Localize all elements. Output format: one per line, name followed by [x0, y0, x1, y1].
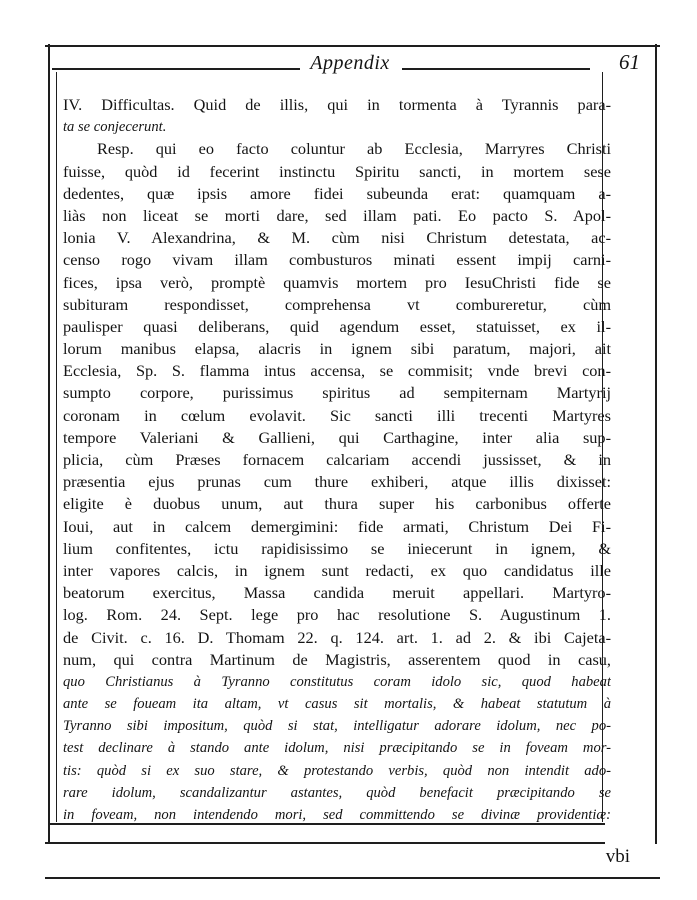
text-line: plicia, cùm Præses fornacem calcariam accendi jussisset, & in: [63, 450, 611, 469]
text-line: coronam in cœlum evolavit. Sic sancti illi trecenti Martyres: [63, 405, 611, 425]
text-line: lorum manibus elapsa, alacris in ignem sibi paratum, majori, ait: [63, 339, 611, 359]
footer-rule: [45, 842, 605, 844]
top-border-rule: [45, 45, 660, 47]
header-right-rule: [402, 68, 590, 70]
text-line: tempore Valeriani & Gallieni, qui Carthagine, inter alia sup-: [63, 427, 611, 447]
text-line: dedentes, quæ ipsis amore fidei subeunda erat: quamquam a-: [63, 183, 611, 203]
left-border-rule: [48, 44, 50, 844]
text-line: censo rogo vivam illam combusturos minati essent impij carni-: [63, 250, 611, 270]
text-line: tis: quòd si ex suo stare, & protestando verbis, quòd non intendit ado-: [63, 762, 611, 779]
text-line: lonia V. Alexandrina, & M. cùm nisi Christum detestata, ac-: [63, 228, 611, 248]
text-line: num, qui contra Martinum de Magistris, asserentem quod in casu,: [63, 649, 611, 669]
text-line: subituram respondisset, comprehensa vt combureretur, cùm: [63, 294, 611, 314]
inner-left-rule: [56, 72, 57, 822]
catchword: vbi: [605, 846, 630, 867]
text-line: eligite è duobus unum, aut thura super his carbonibus offerte: [63, 494, 611, 514]
header-left-rule: [52, 68, 300, 70]
text-line: lium confitentes, ictu rapidisissimo se iniecerunt in ignem, &: [63, 538, 611, 558]
text-line: fuisse, quòd id fecerint instinctu Spiritu sancti, in mortem sese: [63, 161, 611, 181]
text-line: Ecclesia, Sp. S. flamma intus accensa, se commisit; vnde brevi con-: [63, 361, 611, 381]
text-line: sumpto corpore, purissimus spiritus ad sempiternam Martyrij: [63, 383, 611, 403]
outer-bottom-rule: [45, 877, 660, 879]
text-line: IV. Difficultas. Quid de illis, qui in tormenta à Tyrannis para-: [63, 95, 611, 114]
text-line: beatorum exercitus, Massa candida meruit appellari. Martyro-: [63, 583, 611, 603]
text-line: præsentia ejus prunas cum thure exhiberi, atque illis dixisset:: [63, 472, 611, 492]
text-line: fices, ipsa verò, promptè quamvis mortem pro IesuChristi fide se: [63, 272, 611, 292]
body-text: [63, 94, 611, 826]
text-line: ta se conjecerunt.: [63, 119, 167, 136]
text-line: test declinare à stando ante idolum, nisi præcipitando se in foveam mor-: [63, 740, 611, 757]
text-line: de Civit. c. 16. D. Thomam 22. q. 124. art. 1. ad 2. & ibi Cajeta-: [63, 627, 611, 647]
running-title: Appendix: [310, 52, 390, 74]
text-line: Ioui, aut in calcem demergimini: fide armati, Christum Dei Fi-: [63, 516, 611, 536]
text-line: inter vapores calcis, in ignem sunt redacti, ex quo candidatus ille: [63, 560, 611, 580]
right-border-rule: [655, 44, 657, 844]
text-line: ante se foueam ita altam, vt casus sit mortalis, & habeat statutum à: [63, 696, 611, 713]
text-line: Tyranno sibi impositum, quòd si stat, intelligatur adorare idolum, nec po-: [63, 718, 611, 735]
text-line: liàs non liceat se morti dare, sed illam pati. Eo pacto S. Apol-: [63, 205, 611, 225]
text-line: rare idolum, scandalizantur astantes, quòd benefacit præcipitando se: [63, 784, 611, 801]
page-number: 61: [619, 50, 640, 74]
text-line: Resp. qui eo facto coluntur ab Ecclesia, Marryres Christi: [97, 139, 611, 159]
text-line: paulisper quasi deliberans, quid agendum esset, statuisset, ex il-: [63, 316, 611, 336]
text-line: in foveam, non intendendo mori, sed committendo se divinæ providentiæ:: [63, 807, 611, 823]
text-line: log. Rom. 24. Sept. lege pro hac resolutione S. Augustinum 1.: [63, 605, 611, 625]
text-line: quo Christianus à Tyranno constitutus coram idolo sic, quod habeat: [63, 673, 611, 690]
